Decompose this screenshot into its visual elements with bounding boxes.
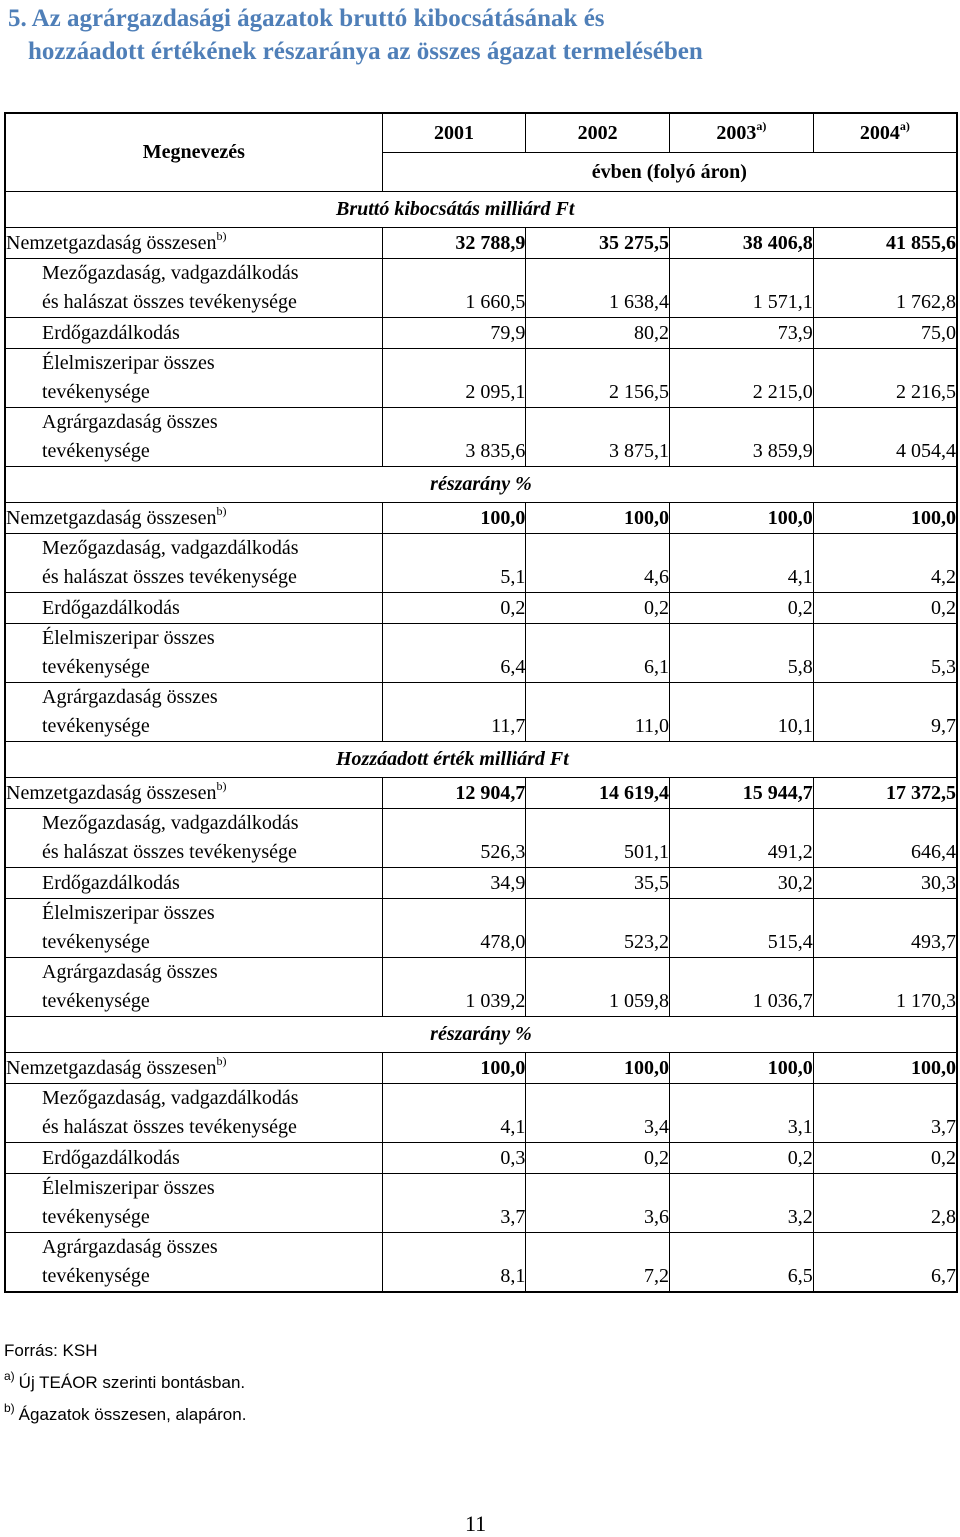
value-cell: 515,4 bbox=[670, 899, 814, 958]
row-label-line-1: Mezőgazdaság, vadgazdálkodás bbox=[42, 812, 299, 834]
title-number: 5. bbox=[8, 5, 27, 32]
table-row bbox=[5, 1143, 957, 1174]
row-label bbox=[5, 408, 382, 467]
value-cell: 100,0 bbox=[526, 503, 670, 534]
table-row bbox=[5, 228, 957, 259]
row-label bbox=[5, 778, 382, 809]
row-label-line-1: Mezőgazdaság, vadgazdálkodás bbox=[42, 262, 299, 284]
row-label bbox=[5, 809, 382, 868]
value-cell: 1 059,8 bbox=[526, 958, 670, 1017]
value-cell: 1 660,5 bbox=[382, 259, 526, 318]
row-label-line-1: Agrárgazdaság összes bbox=[42, 686, 218, 708]
value-cell: 0,2 bbox=[813, 1143, 957, 1174]
value-cell: 0,2 bbox=[382, 593, 526, 624]
row-label-line-2: tevékenysége bbox=[42, 990, 150, 1012]
value-cell: 30,3 bbox=[813, 868, 957, 899]
value-cell: 2 095,1 bbox=[382, 349, 526, 408]
value-cell: 17 372,5 bbox=[813, 778, 957, 809]
row-label-line-1: Nemzetgazdaság összesen bbox=[6, 782, 217, 804]
row-label-line-1: Agrárgazdaság összes bbox=[42, 1236, 218, 1258]
value-cell: 526,3 bbox=[382, 809, 526, 868]
section-title: Hozzáadott érték milliárd Ft bbox=[5, 742, 957, 778]
value-cell: 79,9 bbox=[382, 318, 526, 349]
value-cell: 3,7 bbox=[813, 1084, 957, 1143]
value-cell: 6,7 bbox=[813, 1233, 957, 1293]
value-cell: 73,9 bbox=[670, 318, 814, 349]
row-label-line-2: és halászat összes tevékenysége bbox=[42, 566, 297, 588]
value-cell: 2 156,5 bbox=[526, 349, 670, 408]
row-label-line-2: tevékenysége bbox=[42, 440, 150, 462]
value-cell: 2 215,0 bbox=[670, 349, 814, 408]
row-label-line-1: Élelmiszeripar összes bbox=[42, 627, 215, 649]
table-row bbox=[5, 534, 957, 593]
value-cell: 11,0 bbox=[526, 683, 670, 742]
row-label bbox=[5, 1233, 382, 1293]
table-row bbox=[5, 1084, 957, 1143]
row-label-line-2: és halászat összes tevékenysége bbox=[42, 1116, 297, 1138]
value-cell: 0,2 bbox=[670, 1143, 814, 1174]
value-cell: 3,1 bbox=[670, 1084, 814, 1143]
row-label-line-1: Élelmiszeripar összes bbox=[42, 352, 215, 374]
column-header-year: 2003$^{a)}$ bbox=[670, 113, 814, 153]
row-label-line-1: Élelmiszeripar összes bbox=[42, 902, 215, 924]
table-row bbox=[5, 503, 957, 534]
value-cell: 8,1 bbox=[382, 1233, 526, 1293]
footnote-mark: b) bbox=[216, 1054, 227, 1068]
row-label-line-2: tevékenysége bbox=[42, 715, 150, 737]
value-cell: 12 904,7 bbox=[382, 778, 526, 809]
value-cell: 5,1 bbox=[382, 534, 526, 593]
table-row bbox=[5, 318, 957, 349]
value-cell: 100,0 bbox=[382, 1053, 526, 1084]
table-row bbox=[5, 593, 957, 624]
value-cell: 3,4 bbox=[526, 1084, 670, 1143]
row-label bbox=[5, 899, 382, 958]
table-row bbox=[5, 1174, 957, 1233]
value-cell: 0,3 bbox=[382, 1143, 526, 1174]
footnotes bbox=[4, 1335, 246, 1431]
value-cell: 35,5 bbox=[526, 868, 670, 899]
table-row bbox=[5, 958, 957, 1017]
value-cell: 646,4 bbox=[813, 809, 957, 868]
value-cell: 100,0 bbox=[670, 503, 814, 534]
row-label bbox=[5, 593, 382, 624]
row-label bbox=[5, 958, 382, 1017]
row-label-line-1: Erdőgazdálkodás bbox=[42, 1147, 180, 1169]
value-cell: 491,2 bbox=[670, 809, 814, 868]
row-label-line-1: Erdőgazdálkodás bbox=[42, 597, 180, 619]
row-label bbox=[5, 503, 382, 534]
value-cell: 75,0 bbox=[813, 318, 957, 349]
row-label bbox=[5, 1174, 382, 1233]
row-label-line-2: és halászat összes tevékenysége bbox=[42, 291, 297, 313]
value-cell: 1 039,2 bbox=[382, 958, 526, 1017]
value-cell: 15 944,7 bbox=[670, 778, 814, 809]
row-label-line-2: tevékenysége bbox=[42, 931, 150, 953]
value-cell: 100,0 bbox=[526, 1053, 670, 1084]
value-cell: 1 638,4 bbox=[526, 259, 670, 318]
value-cell: 7,2 bbox=[526, 1233, 670, 1293]
value-cell: 80,2 bbox=[526, 318, 670, 349]
value-cell: 100,0 bbox=[813, 1053, 957, 1084]
value-cell: 501,1 bbox=[526, 809, 670, 868]
value-cell: 478,0 bbox=[382, 899, 526, 958]
value-cell: 0,2 bbox=[670, 593, 814, 624]
row-label-line-2: tevékenysége bbox=[42, 1265, 150, 1287]
value-cell: 41 855,6 bbox=[813, 228, 957, 259]
row-label-line-2: tevékenysége bbox=[42, 1206, 150, 1228]
value-cell: 100,0 bbox=[813, 503, 957, 534]
row-label bbox=[5, 1053, 382, 1084]
section-title: részarány % bbox=[5, 1017, 957, 1053]
table-row bbox=[5, 1053, 957, 1084]
value-cell: 3 859,9 bbox=[670, 408, 814, 467]
table-row bbox=[5, 1233, 957, 1293]
value-cell: 1 170,3 bbox=[813, 958, 957, 1017]
value-cell: 0,2 bbox=[813, 593, 957, 624]
value-cell: 6,5 bbox=[670, 1233, 814, 1293]
footnote-mark: b) bbox=[216, 504, 227, 518]
value-cell: 493,7 bbox=[813, 899, 957, 958]
value-cell: 0,2 bbox=[526, 593, 670, 624]
column-header-name: Megnevezés bbox=[5, 113, 382, 192]
value-cell: 2,8 bbox=[813, 1174, 957, 1233]
value-cell: 11,7 bbox=[382, 683, 526, 742]
row-label-line-2: tevékenysége bbox=[42, 381, 150, 403]
column-header-year: 2001 bbox=[382, 113, 526, 153]
section-title: Bruttó kibocsátás milliárd Ft bbox=[5, 192, 957, 228]
value-cell: 4,1 bbox=[382, 1084, 526, 1143]
value-cell: 4,6 bbox=[526, 534, 670, 593]
column-header-unit: évben (folyó áron) bbox=[382, 153, 957, 192]
row-label-line-1: Agrárgazdaság összes bbox=[42, 411, 218, 433]
value-cell: 6,4 bbox=[382, 624, 526, 683]
row-label-line-2: tevékenysége bbox=[42, 656, 150, 678]
value-cell: 4,1 bbox=[670, 534, 814, 593]
value-cell: 3,2 bbox=[670, 1174, 814, 1233]
row-label-line-1: Nemzetgazdaság összesen bbox=[6, 507, 217, 529]
row-label bbox=[5, 868, 382, 899]
data-table bbox=[4, 112, 958, 1293]
row-label-line-1: Agrárgazdaság összes bbox=[42, 961, 218, 983]
row-label-line-1: Nemzetgazdaság összesen bbox=[6, 1057, 217, 1079]
value-cell: 35 275,5 bbox=[526, 228, 670, 259]
row-label bbox=[5, 683, 382, 742]
value-cell: 4,2 bbox=[813, 534, 957, 593]
value-cell: 4 054,4 bbox=[813, 408, 957, 467]
value-cell: 3 835,6 bbox=[382, 408, 526, 467]
table-row bbox=[5, 259, 957, 318]
footnote-b: $^{b)}$ Ágazatok összesen, alapáron. bbox=[4, 1401, 247, 1424]
row-label-line-1: Mezőgazdaság, vadgazdálkodás bbox=[42, 1087, 299, 1109]
row-label bbox=[5, 318, 382, 349]
table-row bbox=[5, 408, 957, 467]
row-label bbox=[5, 1143, 382, 1174]
table-row bbox=[5, 899, 957, 958]
row-label bbox=[5, 624, 382, 683]
source-note: Forrás: KSH bbox=[4, 1341, 98, 1360]
row-label-line-1: Erdőgazdálkodás bbox=[42, 872, 180, 894]
value-cell: 523,2 bbox=[526, 899, 670, 958]
row-label bbox=[5, 228, 382, 259]
row-label bbox=[5, 1084, 382, 1143]
row-label-line-1: Nemzetgazdaság összesen bbox=[6, 232, 217, 254]
table-row bbox=[5, 683, 957, 742]
value-cell: 30,2 bbox=[670, 868, 814, 899]
value-cell: 3 875,1 bbox=[526, 408, 670, 467]
title-line-2: hozzáadott értékének részaránya az összes ágazat termelésében bbox=[28, 38, 703, 65]
value-cell: 2 216,5 bbox=[813, 349, 957, 408]
table-row bbox=[5, 868, 957, 899]
value-cell: 100,0 bbox=[382, 503, 526, 534]
row-label-line-1: Mezőgazdaság, vadgazdálkodás bbox=[42, 537, 299, 559]
row-label bbox=[5, 259, 382, 318]
value-cell: 6,1 bbox=[526, 624, 670, 683]
value-cell: 0,2 bbox=[526, 1143, 670, 1174]
value-cell: 32 788,9 bbox=[382, 228, 526, 259]
section-title: részarány % bbox=[5, 467, 957, 503]
footnote-mark: b) bbox=[216, 779, 227, 793]
table-row bbox=[5, 778, 957, 809]
value-cell: 5,8 bbox=[670, 624, 814, 683]
row-label-line-1: Erdőgazdálkodás bbox=[42, 322, 180, 344]
value-cell: 5,3 bbox=[813, 624, 957, 683]
row-label bbox=[5, 534, 382, 593]
value-cell: 10,1 bbox=[670, 683, 814, 742]
column-header-year: 2004$^{a)}$ bbox=[813, 113, 957, 153]
value-cell: 1 571,1 bbox=[670, 259, 814, 318]
footnote-mark: b) bbox=[216, 229, 227, 243]
value-cell: 9,7 bbox=[813, 683, 957, 742]
table-row bbox=[5, 624, 957, 683]
footnote-a: $^{a)}$ Új TEÁOR szerinti bontásban. bbox=[4, 1369, 246, 1392]
row-label-line-1: Élelmiszeripar összes bbox=[42, 1177, 215, 1199]
table-row bbox=[5, 349, 957, 408]
value-cell: 34,9 bbox=[382, 868, 526, 899]
column-header-year: 2002 bbox=[526, 113, 670, 153]
title-line-1: Az agrárgazdasági ágazatok bruttó kibocsátásának és bbox=[31, 5, 605, 32]
value-cell: 1 036,7 bbox=[670, 958, 814, 1017]
value-cell: 1 762,8 bbox=[813, 259, 957, 318]
table-body bbox=[5, 113, 957, 1292]
page-number: 11 bbox=[465, 1511, 487, 1536]
value-cell: 38 406,8 bbox=[670, 228, 814, 259]
value-cell: 3,7 bbox=[382, 1174, 526, 1233]
document-title bbox=[8, 2, 948, 68]
value-cell: 14 619,4 bbox=[526, 778, 670, 809]
row-label bbox=[5, 349, 382, 408]
table-row bbox=[5, 809, 957, 868]
value-cell: 100,0 bbox=[670, 1053, 814, 1084]
row-label-line-2: és halászat összes tevékenysége bbox=[42, 841, 297, 863]
value-cell: 3,6 bbox=[526, 1174, 670, 1233]
